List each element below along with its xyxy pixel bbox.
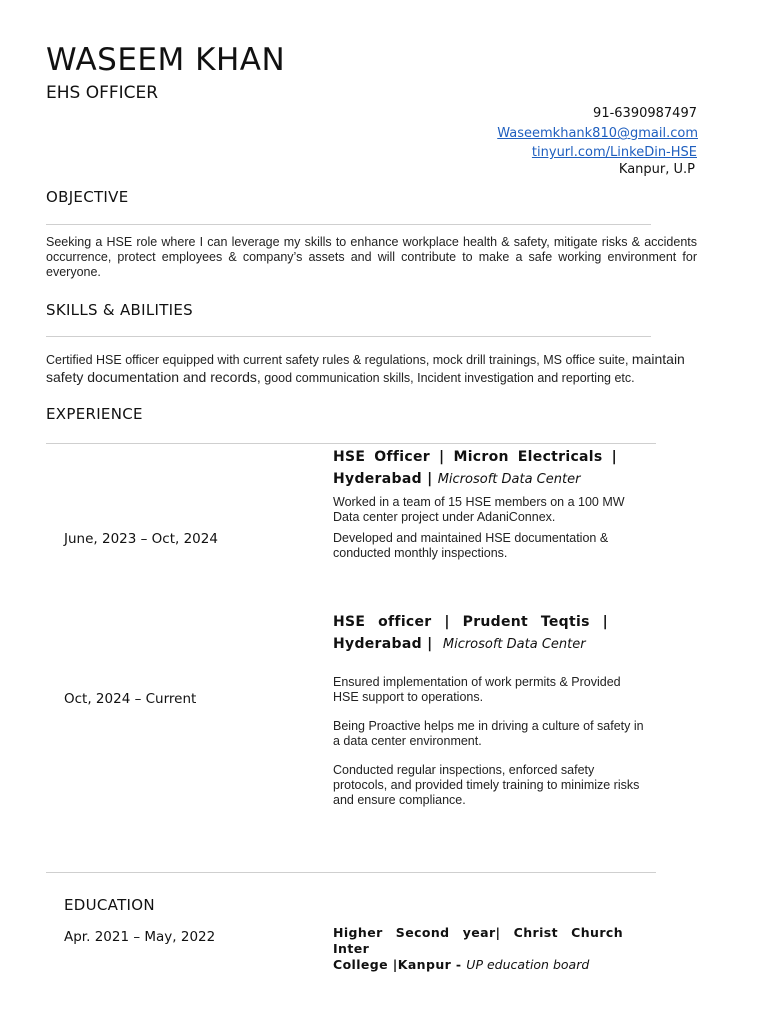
job-bullet: Ensured implementation of work permits & Provided HSE support to operations. xyxy=(333,675,621,704)
objective-divider xyxy=(46,224,651,225)
job-project: Microsoft Data Center xyxy=(442,637,586,652)
job-title-line1: HSE officer | Prudent Teqtis | xyxy=(333,614,608,630)
skills-divider xyxy=(46,336,651,337)
skills-text-part1: Certified HSE officer equipped with current safety rules & regulations, mock drill trainings, MS office suite, xyxy=(46,353,632,367)
experience-divider xyxy=(46,443,656,444)
job-title-line2: Hyderabad | xyxy=(333,636,433,652)
education-date: Apr. 2021 – May, 2022 xyxy=(64,929,216,945)
skills-text xyxy=(46,351,701,387)
skills-text-part3: good communication skills, Incident investigation and reporting etc. xyxy=(260,371,635,385)
job-project: Microsoft Data Center xyxy=(437,472,581,487)
education-board: UP education board xyxy=(466,957,590,972)
job-date: June, 2023 – Oct, 2024 xyxy=(64,531,218,547)
linkedin-link[interactable]: tinyurl.com/LinkeDin-HSE xyxy=(531,145,697,160)
job-date: Oct, 2024 – Current xyxy=(64,691,197,707)
job-title-line2: Hyderabad | xyxy=(333,471,433,487)
education-title-line2: College |Kanpur - xyxy=(333,957,462,972)
skills-heading: SKILLS & ABILITIES xyxy=(46,301,193,319)
objective-text: Seeking a HSE role where I can leverage my skills to enhance workplace health & safety, mitigate risks & accidents occurrence, protect employees & company’s assets and will contribute to make a safe working environment for everyone. xyxy=(46,235,697,279)
job-bullet: Conducted regular inspections, enforced safety protocols, and provided timely training to minimize risks and ensure compliance. xyxy=(333,763,640,807)
job-role: EHS OFFICER xyxy=(46,83,159,103)
job-bullet: Being Proactive helps me in driving a culture of safety in a data center environment. xyxy=(333,719,644,748)
candidate-name: WASEEM KHAN xyxy=(46,42,286,78)
skills-text-part2: maintain safety documentation and records, xyxy=(46,351,685,385)
education-heading: EDUCATION xyxy=(64,896,155,914)
email-link[interactable]: Waseemkhank810@gmail.com xyxy=(497,126,698,141)
job-title xyxy=(333,611,608,656)
education-title-line1: Higher Second year| Christ Church Inter xyxy=(333,925,623,956)
objective-heading: OBJECTIVE xyxy=(46,188,129,206)
phone-number: 91-6390987497 xyxy=(593,106,697,121)
job-title-line1: HSE Officer | Micron Electricals | xyxy=(333,449,617,465)
education-title xyxy=(333,925,623,973)
job-title xyxy=(333,446,617,491)
job-bullet: Worked in a team of 15 HSE members on a 100 MW Data center project under AdaniConnex. xyxy=(333,495,625,524)
experience-heading: EXPERIENCE xyxy=(46,405,143,423)
job-bullet: Developed and maintained HSE documentation & conducted monthly inspections. xyxy=(333,531,609,560)
education-divider xyxy=(46,872,656,873)
location: Kanpur, U.P xyxy=(618,162,695,177)
